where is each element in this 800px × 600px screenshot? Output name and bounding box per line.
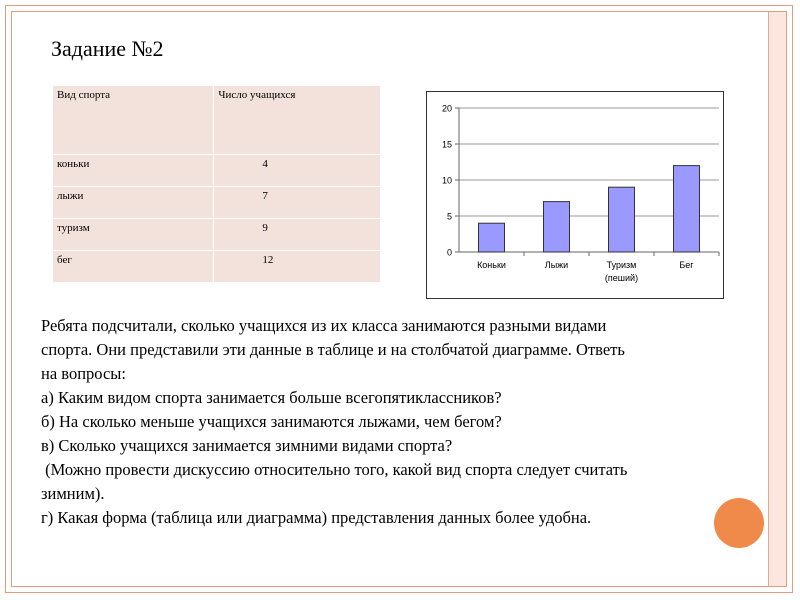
y-tick-label: 5 xyxy=(446,211,452,222)
text-line: а) Каким видом спорта занимается больше всегопятиклассников? xyxy=(41,388,502,407)
table-cell-count: 12 xyxy=(214,251,381,283)
x-tick-label: Туризм xyxy=(606,260,637,270)
table-cell-sport: туризм xyxy=(53,219,214,251)
sports-table xyxy=(52,85,381,283)
table-row xyxy=(53,219,381,251)
text-line: г) Какая форма (таблица или диаграмма) представления данных более удобна. xyxy=(41,508,592,527)
text-line: зимним). xyxy=(41,484,105,503)
bar xyxy=(544,202,570,252)
text-line: (Можно провести дискуссию относительно того, какой вид спорта следует считать xyxy=(41,460,628,479)
bar xyxy=(609,187,635,252)
table-cell-count: 4 xyxy=(214,155,381,187)
table-cell-sport: бег xyxy=(53,251,214,283)
x-tick-label: Бег xyxy=(679,260,694,270)
slide-title: Задание №2 xyxy=(51,36,164,61)
table-cell-sport: лыжи xyxy=(53,187,214,219)
y-tick-label: 10 xyxy=(441,175,452,186)
y-tick-label: 20 xyxy=(441,103,452,114)
table-cell-count: 7 xyxy=(214,187,381,219)
text-line: б) На сколько меньше учащихся занимаются лыжами, чем бегом? xyxy=(41,412,502,431)
x-tick-label: (пеший) xyxy=(604,273,639,283)
text-line: Ребята подсчитали, сколько учащихся из их класса занимаются разными видами xyxy=(41,316,607,335)
bar xyxy=(479,223,505,252)
table-cell-count: 9 xyxy=(214,219,381,251)
bar xyxy=(674,166,700,252)
task-text xyxy=(41,314,771,530)
y-tick-label: 0 xyxy=(446,247,452,258)
bar-chart xyxy=(426,91,724,299)
table-row xyxy=(53,155,381,187)
table-header-count: Число учащихся xyxy=(214,86,381,155)
table-row xyxy=(53,187,381,219)
table-header-row xyxy=(53,86,381,155)
text-line: спорта. Они представили эти данные в таблице и на столбчатой диаграмме. Ответь xyxy=(41,340,625,359)
x-tick-label: Лыжи xyxy=(544,260,569,270)
bar-chart-svg xyxy=(427,92,723,298)
text-line: в) Сколько учащихся занимается зимними видами спорта? xyxy=(41,436,453,455)
table-header-sport: Вид спорта xyxy=(53,86,214,155)
y-tick-label: 15 xyxy=(441,139,452,150)
text-line: на вопросы: xyxy=(41,364,126,383)
table-row xyxy=(53,251,381,283)
table-cell-sport: коньки xyxy=(53,155,214,187)
x-tick-label: Коньки xyxy=(477,260,506,270)
